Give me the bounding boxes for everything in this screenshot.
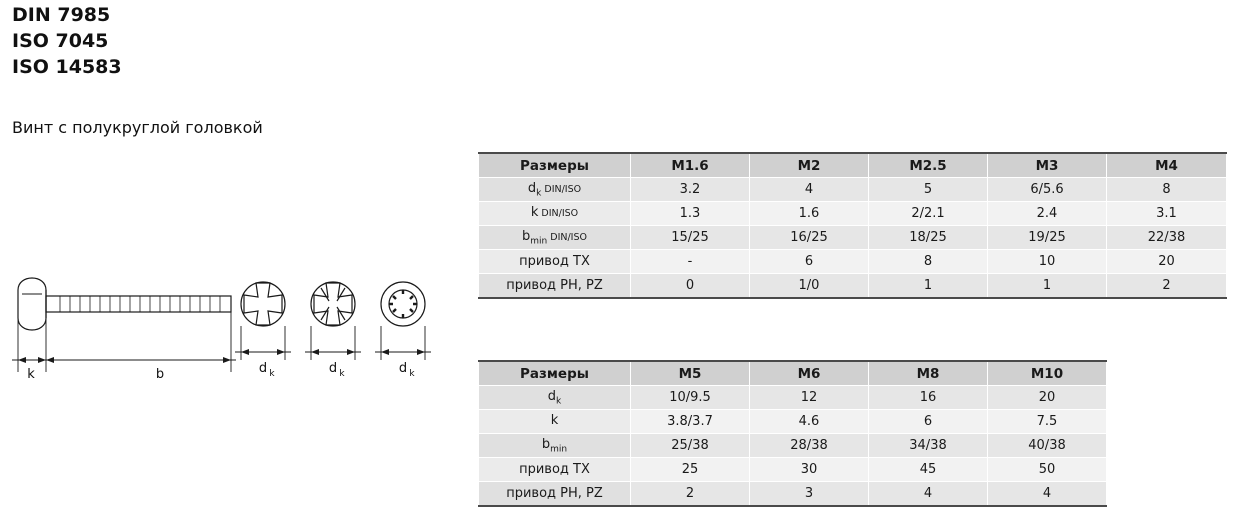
table-row	[479, 434, 1227, 458]
row-label-bmin: $b_{min}$	[479, 434, 631, 458]
dimensions-table-large	[478, 360, 1227, 507]
cell-value: 16/25	[750, 226, 869, 250]
svg-text:d: d	[328, 361, 338, 376]
svg-text:k: k	[269, 369, 275, 379]
cell-value: 40/38	[988, 434, 1107, 458]
table-row	[479, 274, 1227, 299]
title-block	[12, 2, 122, 80]
cell-value: 4	[869, 482, 988, 507]
cell-value: 18/25	[869, 226, 988, 250]
header-cell-m4: M4	[1107, 153, 1227, 178]
standard-title-din7985: DIN 7985	[12, 4, 111, 26]
cell-value: 1.6	[750, 202, 869, 226]
row-label-drive-ph-pz: привод PH, PZ	[479, 274, 631, 299]
svg-text:k: k	[409, 369, 415, 379]
cell-value: 2.4	[988, 202, 1107, 226]
row-label-k: k DIN/ISO	[479, 202, 631, 226]
table-row	[479, 458, 1227, 482]
row-label-dk: $d_k$	[479, 386, 631, 410]
cell-value: 20	[988, 386, 1107, 410]
cell-value: 1	[988, 274, 1107, 299]
screw-technical-drawing	[0, 260, 470, 400]
cell-value: 6	[869, 410, 988, 434]
cell-value: 4	[750, 178, 869, 202]
svg-text:k: k	[27, 367, 35, 382]
cell-value: 6	[750, 250, 869, 274]
svg-text:b: b	[155, 367, 165, 382]
cell-value: 4	[988, 482, 1107, 507]
cell-value: 50	[988, 458, 1107, 482]
cell-value: 5	[869, 178, 988, 202]
dimensions-table-small	[478, 152, 1227, 299]
standard-title-iso7045: ISO 7045	[12, 30, 109, 52]
header-cell-m1-6: M1.6	[631, 153, 750, 178]
cell-value: 7.5	[988, 410, 1107, 434]
header-cell-m3: M3	[988, 153, 1107, 178]
table-row	[479, 178, 1227, 202]
cell-value: 1	[869, 274, 988, 299]
cell-value: 25/38	[631, 434, 750, 458]
header-cell-m5: M5	[631, 361, 750, 386]
table-header-row	[479, 153, 1227, 178]
table-row	[479, 410, 1227, 434]
cell-value: 19/25	[988, 226, 1107, 250]
row-label-k: k	[479, 410, 631, 434]
cell-value: 15/25	[631, 226, 750, 250]
row-label-drive-tx: привод TX	[479, 458, 631, 482]
cell-value: 3.2	[631, 178, 750, 202]
header-cell-m8: M8	[869, 361, 988, 386]
header-cell-blank	[1107, 361, 1227, 386]
svg-text:d: d	[398, 361, 408, 376]
cell-value: 30	[750, 458, 869, 482]
cell-value: -	[631, 250, 750, 274]
cell-blank	[1107, 482, 1227, 507]
cell-value: 34/38	[869, 434, 988, 458]
cell-value: 1.3	[631, 202, 750, 226]
table-header-row	[479, 361, 1227, 386]
cell-value: 2/2.1	[869, 202, 988, 226]
header-cell-m10: M10	[988, 361, 1107, 386]
cell-blank	[1107, 386, 1227, 410]
table-row	[479, 386, 1227, 410]
cell-blank	[1107, 458, 1227, 482]
table-row	[479, 226, 1227, 250]
row-label-bmin: $b_{min}$ DIN/ISO	[479, 226, 631, 250]
table-row	[479, 482, 1227, 507]
cell-value: 8	[869, 250, 988, 274]
svg-text:d: d	[258, 361, 268, 376]
cell-blank	[1107, 410, 1227, 434]
row-label-dk: $d_k$ DIN/ISO	[479, 178, 631, 202]
cell-value: 2	[1107, 274, 1227, 299]
cell-value: 1/0	[750, 274, 869, 299]
cell-value: 4.6	[750, 410, 869, 434]
table-row	[479, 202, 1227, 226]
header-cell-sizes: Размеры	[479, 153, 631, 178]
cell-value: 3.8/3.7	[631, 410, 750, 434]
cell-value: 12	[750, 386, 869, 410]
header-cell-m6: M6	[750, 361, 869, 386]
cell-value: 2	[631, 482, 750, 507]
svg-text:k: k	[339, 369, 345, 379]
cell-value: 8	[1107, 178, 1227, 202]
cell-blank	[1107, 434, 1227, 458]
cell-value: 22/38	[1107, 226, 1227, 250]
cell-value: 3.1	[1107, 202, 1227, 226]
row-label-drive-tx: привод TX	[479, 250, 631, 274]
cell-value: 10	[988, 250, 1107, 274]
header-cell-m2: M2	[750, 153, 869, 178]
header-cell-m2-5: M2.5	[869, 153, 988, 178]
cell-value: 0	[631, 274, 750, 299]
cell-value: 28/38	[750, 434, 869, 458]
row-label-drive-ph-pz: привод PH, PZ	[479, 482, 631, 507]
cell-value: 3	[750, 482, 869, 507]
cell-value: 45	[869, 458, 988, 482]
table-row	[479, 250, 1227, 274]
cell-value: 25	[631, 458, 750, 482]
product-subtitle: Винт с полукруглой головкой	[12, 118, 263, 137]
standard-title-iso14583: ISO 14583	[12, 56, 122, 78]
cell-value: 6/5.6	[988, 178, 1107, 202]
cell-value: 20	[1107, 250, 1227, 274]
cell-value: 16	[869, 386, 988, 410]
header-cell-sizes: Размеры	[479, 361, 631, 386]
cell-value: 10/9.5	[631, 386, 750, 410]
